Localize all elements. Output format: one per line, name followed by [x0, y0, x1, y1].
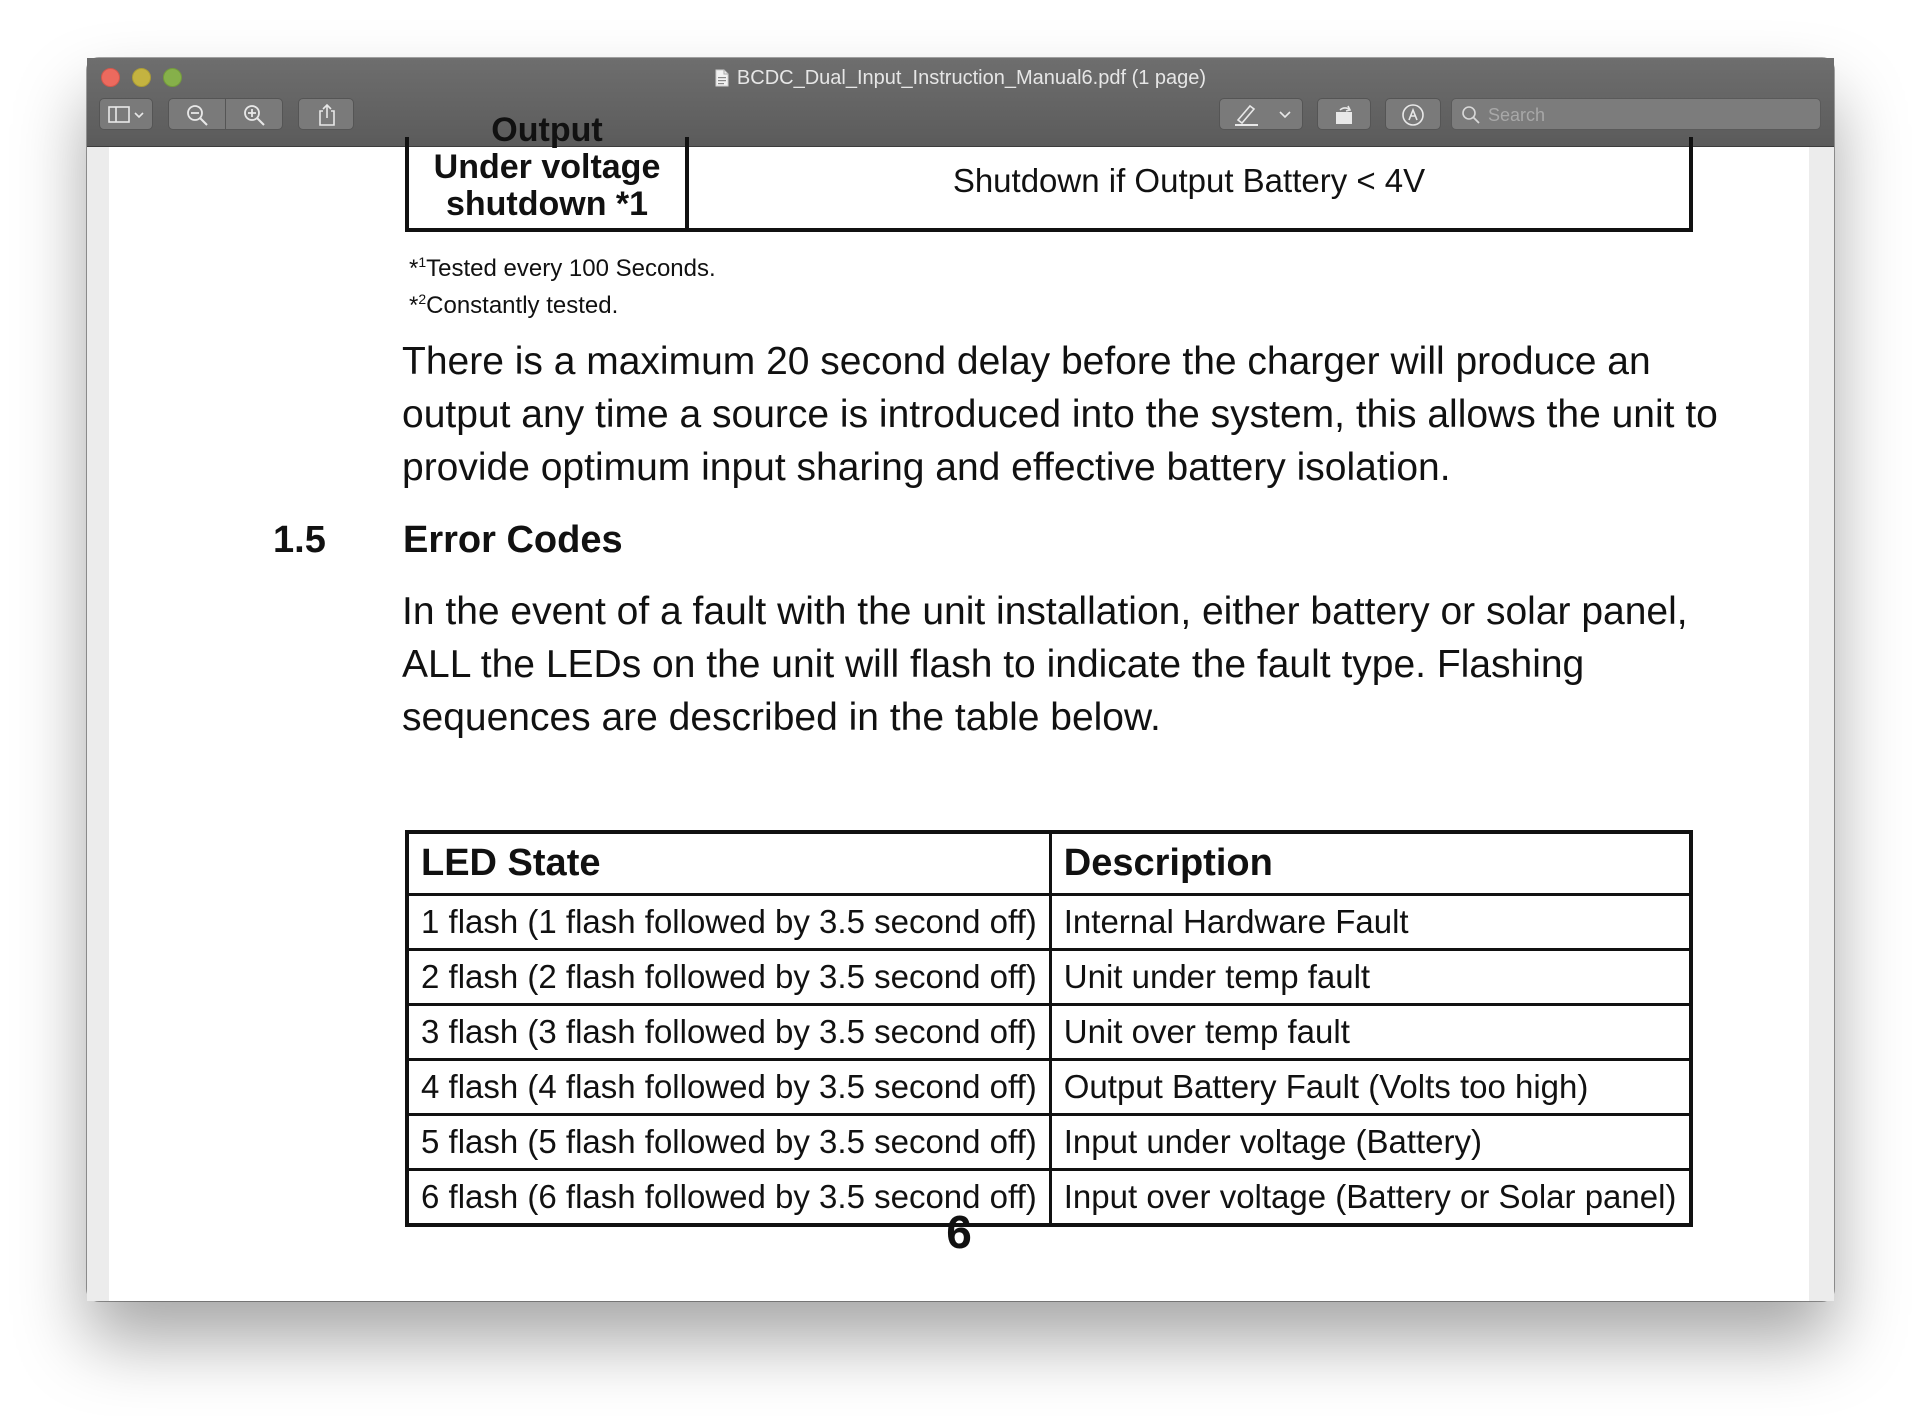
highlighter-pen-icon: [1232, 103, 1262, 127]
footnotes: [409, 247, 716, 321]
footnote-2-mark: *: [409, 292, 419, 319]
share-button[interactable]: [298, 98, 354, 130]
led-state-cell: 3 flash (3 flash followed by 3.5 second off): [407, 1005, 1050, 1060]
table-row: [407, 950, 1691, 1005]
description-cell: Unit over temp fault: [1050, 1005, 1691, 1060]
document-viewport[interactable]: [87, 111, 1834, 1301]
table-row: [407, 1115, 1691, 1170]
spec-label-line2: shutdown *1: [445, 185, 649, 223]
pdf-page: [109, 111, 1809, 1301]
zoom-out-button[interactable]: [168, 98, 226, 130]
search-icon: [1461, 105, 1481, 125]
zoom-out-icon: [186, 104, 210, 126]
footnote-2: [409, 284, 716, 321]
column-header-description: Description: [1050, 832, 1691, 895]
title-bar: [87, 58, 1834, 147]
pdf-document-icon: [715, 69, 729, 87]
table-row: [407, 895, 1691, 950]
spec-label-cut: Output: [491, 111, 603, 149]
column-header-led-state: LED State: [407, 832, 1050, 895]
sidebar-toggle-button[interactable]: [99, 98, 153, 130]
page-number: 6: [946, 1206, 972, 1258]
led-state-cell: 4 flash (4 flash followed by 3.5 second off): [407, 1060, 1050, 1115]
error-codes-paragraph: In the event of a fault with the unit installation, either battery or solar panel, ALL the LEDs on the unit will flash to indicate the fault type. Flashing sequences are described in the table below.: [402, 590, 1688, 739]
description-cell: Output Battery Fault (Volts too high): [1050, 1060, 1691, 1115]
preview-window: [87, 58, 1834, 1301]
led-state-cell: 1 flash (1 flash followed by 3.5 second off): [407, 895, 1050, 950]
led-state-cell: 5 flash (5 flash followed by 3.5 second off): [407, 1115, 1050, 1170]
led-state-cell: 6 flash (6 flash followed by 3.5 second off): [407, 1170, 1050, 1226]
rotate-button[interactable]: [1317, 98, 1371, 130]
description-cell: Input over voltage (Battery or Solar panel): [1050, 1170, 1691, 1226]
spec-label-cell: [409, 111, 689, 228]
window-title: BCDC_Dual_Input_Instruction_Manual6.pdf (1 page): [736, 67, 1207, 89]
sidebar-icon: [108, 105, 146, 125]
footnote-2-text: Constantly tested.: [426, 292, 619, 319]
section-title: Error Codes: [403, 519, 623, 561]
markup-pen-icon: [1401, 103, 1425, 127]
footnote-1-sup: 1: [418, 254, 427, 270]
footnote-1-text: Tested every 100 Seconds.: [426, 255, 716, 282]
error-codes-table: [405, 830, 1693, 1227]
search-field[interactable]: [1451, 98, 1821, 130]
footnote-1-mark: *: [409, 255, 419, 282]
zoom-in-icon: [243, 104, 267, 126]
table-header-row: [407, 832, 1691, 895]
table-row: [407, 1060, 1691, 1115]
search-input[interactable]: [1486, 102, 1810, 128]
spec-value-cell: Shutdown if Output Battery < 4V: [952, 162, 1426, 199]
footnote-1: [409, 247, 716, 284]
description-cell: Input under voltage (Battery): [1050, 1115, 1691, 1170]
share-icon: [317, 103, 337, 127]
spec-label-line1: Under voltage: [433, 148, 661, 186]
section-number: 1.5: [273, 519, 326, 561]
rotate-icon: [1332, 103, 1358, 127]
highlight-button[interactable]: [1219, 98, 1303, 130]
voltage-spec-table: [405, 111, 1693, 232]
zoom-in-button[interactable]: [225, 98, 283, 130]
description-cell: Internal Hardware Fault: [1050, 895, 1691, 950]
window-title-container: [87, 64, 1834, 92]
delay-paragraph: There is a maximum 20 second delay before the charger will produce an output any time a source is introduced into the system, this allows the unit to provide optimum input sharing and effective battery isolation.: [402, 340, 1718, 489]
footnote-2-sup: 2: [418, 291, 427, 307]
chevron-down-icon: [1278, 109, 1292, 121]
description-cell: Unit under temp fault: [1050, 950, 1691, 1005]
markup-toolbar-button[interactable]: [1385, 98, 1441, 130]
led-state-cell: 2 flash (2 flash followed by 3.5 second off): [407, 950, 1050, 1005]
table-row: [407, 1005, 1691, 1060]
